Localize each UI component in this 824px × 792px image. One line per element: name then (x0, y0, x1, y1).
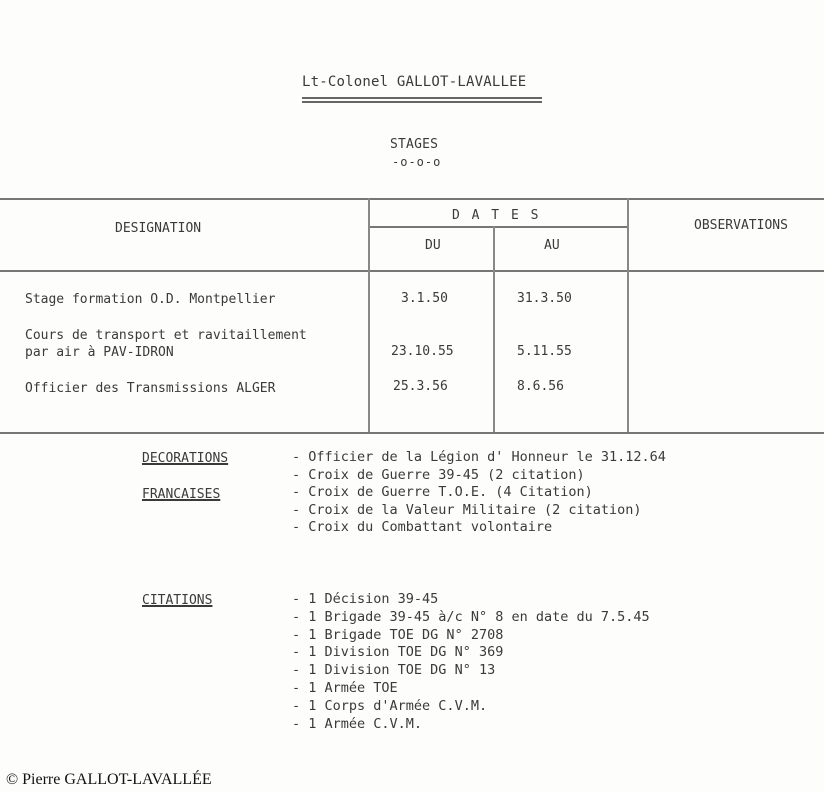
document-title: Lt-Colonel GALLOT-LAVALLEE (302, 74, 527, 90)
row-3-au: 8.6.56 (517, 379, 564, 394)
row-1-designation: Stage formation O.D. Montpellier (25, 292, 276, 307)
list-item: - 1 Décision 39-45 (292, 591, 650, 609)
row-1-au: 31.3.50 (517, 291, 572, 306)
decorations-label: DECORATIONS (142, 451, 229, 466)
list-item: - Croix de la Valeur Militaire (2 citation) (292, 502, 666, 520)
header-designation: DESIGNATION (115, 221, 202, 236)
header-du: DU (425, 238, 441, 253)
row-1-du: 3.1.50 (401, 291, 448, 306)
decorations-label-line-2: FRANCAISES (142, 487, 221, 502)
row-2-au: 5.11.55 (517, 344, 572, 359)
row-2-du: 23.10.55 (391, 344, 454, 359)
section-title: STAGES (390, 137, 439, 152)
header-au: AU (544, 238, 560, 253)
title-underline (302, 97, 542, 99)
header-dates: D A T E S (452, 208, 541, 223)
list-item: - 1 Brigade TOE DG N° 2708 (292, 627, 650, 645)
title-double-underline (302, 101, 542, 103)
citations-label: CITATIONS (142, 593, 213, 608)
header-observations: OBSERVATIONS (694, 218, 788, 233)
list-item: - Officier de la Légion d' Honneur le 31.12.64 (292, 449, 666, 467)
row-3-du: 25.3.56 (393, 379, 448, 394)
column-divider-au (493, 226, 495, 432)
list-item: - Croix de Guerre 39-45 (2 citation) (292, 467, 666, 485)
copyright-notice: © Pierre GALLOT-LAVALLÉE (6, 771, 212, 788)
dates-subheader-rule (370, 226, 628, 228)
row-3-designation: Officier des Transmissions ALGER (25, 381, 276, 396)
row-2-designation-line-1: Cours de transport et ravitaillement (25, 328, 307, 343)
list-item: - 1 Armée C.V.M. (292, 716, 650, 734)
row-2-designation-line-2: par air à PAV-IDRON (25, 345, 174, 360)
list-item: - 1 Armée TOE (292, 680, 650, 698)
list-item: - 1 Division TOE DG N° 369 (292, 644, 650, 662)
table-bottom-border (0, 432, 824, 434)
list-item: - 1 Brigade 39-45 à/c N° 8 en date du 7.5.45 (292, 609, 650, 627)
list-item: - 1 Corps d'Armée C.V.M. (292, 698, 650, 716)
list-item: - 1 Division TOE DG N° 13 (292, 662, 650, 680)
table-header-bottom-border (0, 270, 824, 272)
list-item: - Croix du Combattant volontaire (292, 519, 666, 537)
table-top-border (0, 198, 824, 200)
section-ornament: -o-o-o (392, 155, 442, 169)
list-item: - Croix de Guerre T.O.E. (4 Citation) (292, 484, 666, 502)
decorations-list (292, 449, 666, 537)
citations-list (292, 591, 650, 733)
column-divider-observations (627, 198, 629, 432)
column-divider-du (368, 198, 370, 432)
